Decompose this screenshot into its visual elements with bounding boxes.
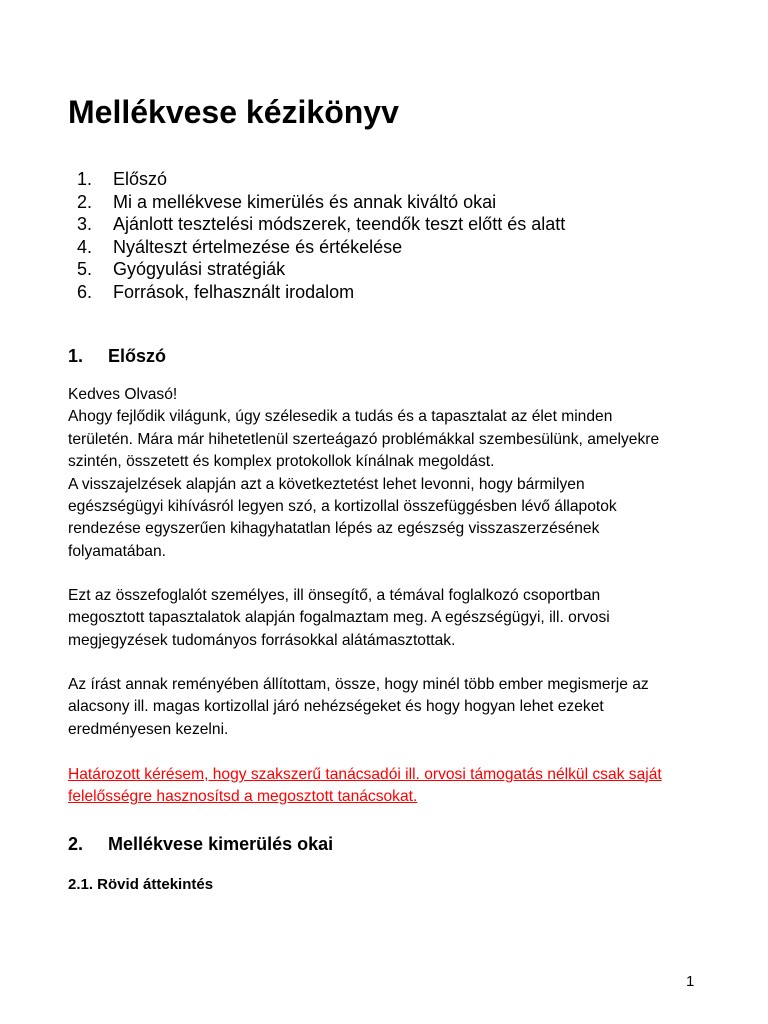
- toc-item: [68, 281, 565, 304]
- toc-item: [68, 236, 565, 259]
- text-line: egészségügyi kihívásról legyen szó, a kortizollal összefüggésben lévő állapotok: [68, 498, 617, 516]
- toc-item-number: 1.: [76, 169, 92, 189]
- toc-item: [68, 191, 565, 214]
- page-number: 1: [686, 973, 695, 990]
- warning-paragraph: [68, 764, 708, 809]
- toc-item-label: Mi a mellékvese kimerülés és annak kiváltó okai: [113, 191, 497, 212]
- text-line: rendezése egyszerűen kihagyhatatlan lépés az egészség visszaszerzésének: [68, 520, 600, 538]
- toc-item-number: 5.: [76, 259, 92, 279]
- text-line: folyamatában.: [68, 542, 166, 560]
- toc-item-label: Források, felhasznált irodalom: [113, 281, 355, 302]
- warning-line: Határozott kérésem, hogy szakszerű tanácsadói ill. orvosi támogatás nélkül csak saját: [68, 766, 662, 783]
- purpose-paragraph: [68, 674, 708, 741]
- toc-item: [68, 168, 565, 191]
- toc-item-number: 2.: [76, 191, 92, 212]
- text-line: megjegyzések tudományos forrásokkal alátámasztottak.: [68, 631, 456, 649]
- toc-item-label: Nyálteszt értelmezése és értékelése: [113, 236, 403, 257]
- text-line: területén. Mára már hihetetlenül szerteágazó problémákkal szembesülünk, amelyekre: [68, 430, 660, 448]
- toc-item-label: Gyógyulási stratégiák: [113, 259, 286, 279]
- text-line: szintén, összetett és komplex protokollok kínálnak megoldást.: [68, 453, 495, 471]
- text-line: Ezt az összefoglalót személyes, ill önsegítő, a témával foglalkozó csoportban: [68, 587, 601, 604]
- section-number: 1.: [68, 346, 84, 366]
- table-of-contents: [68, 168, 565, 303]
- warning-line: felelősségre hasznosítsd a megosztott tanácsokat.: [68, 788, 418, 806]
- text-line: Ahogy fejlődik világunk, úgy szélesedik a tudás és a tapasztalat az élet minden: [68, 408, 613, 426]
- toc-item-number: 4.: [76, 236, 92, 257]
- preface-paragraph: [68, 384, 708, 563]
- toc-item-label: Ajánlott tesztelési módszerek, teendők teszt előtt és alatt: [113, 214, 566, 234]
- toc-item-number: 3.: [76, 214, 92, 234]
- section-number: 2.: [68, 834, 84, 854]
- text-line: eredményesen kezelni.: [68, 720, 229, 738]
- text-line: Kedves Olvasó!: [68, 386, 178, 403]
- section-heading-preface: [68, 344, 166, 368]
- section-heading-causes: [68, 832, 333, 856]
- subsection-heading: 2.1. Rövid áttekintés: [68, 876, 214, 893]
- section-title: Mellékvese kimerülés okai: [108, 834, 334, 854]
- toc-item: [68, 213, 565, 236]
- toc-item-label: Előszó: [113, 169, 168, 189]
- toc-item: [68, 258, 565, 281]
- text-line: Az írást annak reményében állítottam, össze, hogy minél több ember megismerje az: [68, 676, 649, 693]
- text-line: A visszajelzések alapján azt a következtetést lehet levonni, hogy bármilyen: [68, 475, 585, 493]
- section-title: Előszó: [108, 346, 167, 366]
- summary-paragraph: [68, 585, 708, 652]
- text-line: megosztott tapasztalatok alapján fogalmaztam meg. A egészségügyi, ill. orvosi: [68, 609, 610, 627]
- toc-item-number: 6.: [76, 281, 92, 302]
- document-title: Mellékvese kézikönyv: [68, 94, 399, 130]
- text-line: alacsony ill. magas kortizollal járó nehézségeket és hogy hogyan lehet ezeket: [68, 698, 604, 716]
